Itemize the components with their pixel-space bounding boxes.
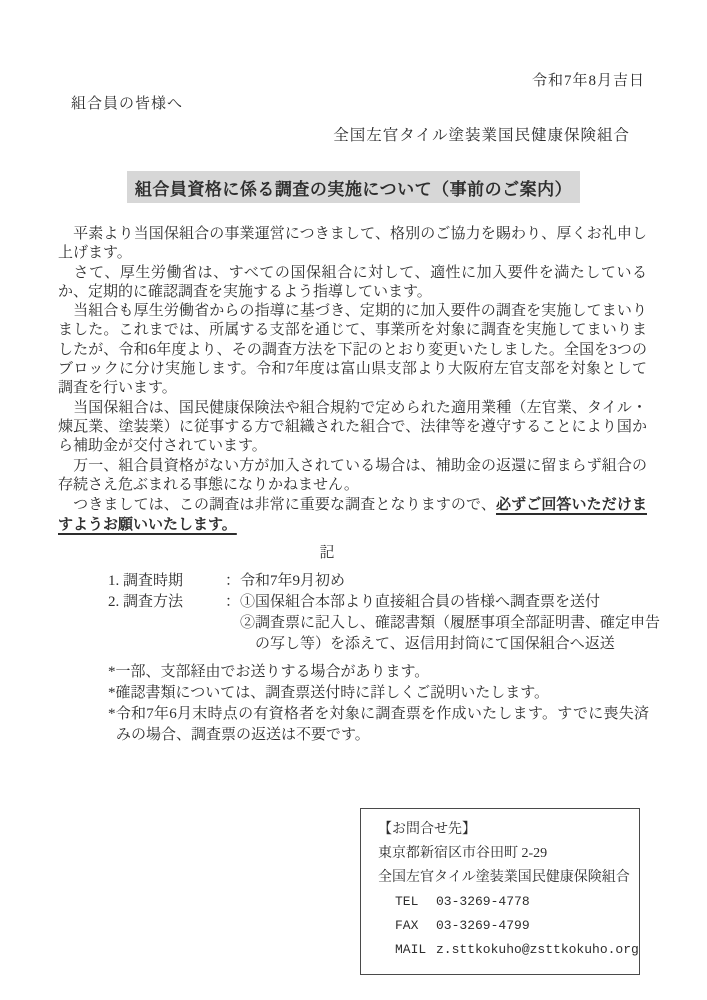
note-confirmation-documents: *確認書類については、調査票送付時に詳しくご説明いたします。: [108, 685, 550, 701]
sender-organization: 全国左官タイル塗装業国民健康保険組合: [333, 127, 630, 144]
record-item-value: [240, 571, 345, 592]
record-item-value: [240, 592, 660, 655]
record-list: [108, 571, 660, 655]
request-prefix: つきましては、この調査は非常に重要な調査となりますので、: [58, 497, 496, 514]
contact-organization: 全国左官タイル塗装業国民健康保険組合: [378, 870, 630, 885]
contact-mail-line: [378, 938, 639, 962]
note-branch-delivery: *一部、支部経由でお送りする場合があります。: [108, 664, 430, 680]
paragraph-union-description: 当国保組合は、国民健康保険法や組合規約で定められた適用業種（左官業、タイル・煉瓦業、塗装業）に従事する方で組織された組合で、法律等を遵守することにより国から補助金が交付されています。: [58, 399, 647, 455]
record-item-value-line: ②調査票に記入し、確認書類（履歴事項全部証明書、確定申告: [240, 615, 661, 631]
record-item-value-line: 令和7年9月初め: [240, 573, 346, 589]
tel-label: TEL: [395, 894, 419, 909]
record-item-colon: ：: [225, 594, 241, 610]
fax-number: 03-3269-4799: [436, 918, 530, 933]
contact-fax-line: [378, 914, 635, 938]
mail-label: MAIL: [395, 942, 427, 957]
mail-address: z.sttkokuho@zsttkokuho.org: [436, 942, 639, 957]
notes-list: [108, 662, 649, 746]
title-row: [0, 171, 707, 203]
record-item-survey-method: [108, 592, 660, 655]
contact-tel-line: [378, 890, 635, 914]
contact-box: [360, 808, 640, 975]
paragraph-request: [58, 495, 647, 536]
paragraph-greeting: 平素より当国保組合の事業運営につきまして、格別のご協力を賜わり、厚くお礼申し上げます。: [58, 226, 647, 262]
record-item-value-line: の写し等）を添えて、返信用封筒にて国保組合へ返送: [240, 636, 615, 652]
document-date: 令和7年8月吉日: [531, 73, 645, 89]
record-item-survey-period: [108, 571, 660, 592]
request-emphasis: 必ずご回答いただけますようお願いいたします。: [58, 496, 647, 534]
record-item-value-line: ①国保組合本部より直接組合員の皆様へ調査票を送付: [240, 594, 601, 610]
recipient-line: 組合員の皆様へ: [71, 96, 184, 112]
paragraph-risk-warning: 万一、組合員資格がない方が加入されている場合は、補助金の返還に留まらず組合の存続さえ危ぶまれる事態になりかねません。: [58, 457, 647, 493]
record-item-label: 2. 調査方法: [108, 594, 184, 610]
document-title: 組合員資格に係る調査の実施について（事前のご案内）: [127, 171, 580, 203]
paragraph-ministry-guidance: さて、厚生労働省は、すべての国保組合に対して、適性に加入要件を満たしているか、定期的に確認調査を実施するよう指導しています。: [58, 264, 647, 300]
record-item-colon: ：: [225, 573, 241, 589]
contact-address: 東京都新宿区市谷田町 2-29: [378, 846, 548, 861]
body-text: [58, 225, 647, 536]
record-item-label: 1. 調査時期: [108, 573, 184, 589]
paragraph-survey-method-change: 当組合も厚生労働省からの指導に基づき、定期的に加入要件の調査を実施してまいりました。これまでは、所属する支部を通じて、事業所を対象に調査を実施してまいりましたが、令和6年度より、その調査方法を下記のとおり変更いたしました。全国を3つのブロックに分け実施します。令和7年度は富山県支部より大阪府左官支部を対象として調査を行います。: [58, 303, 647, 397]
tel-number: 03-3269-4778: [436, 894, 530, 909]
note-eligibility-date: *令和7年6月末時点の有資格者を対象に調査票を作成いたします。すでに喪失済みの場合、調査票の返送は不要です。: [108, 706, 649, 743]
fax-label: FAX: [395, 918, 419, 933]
contact-heading: 【お問合せ先】: [378, 822, 476, 837]
record-marker: 記: [319, 545, 335, 561]
